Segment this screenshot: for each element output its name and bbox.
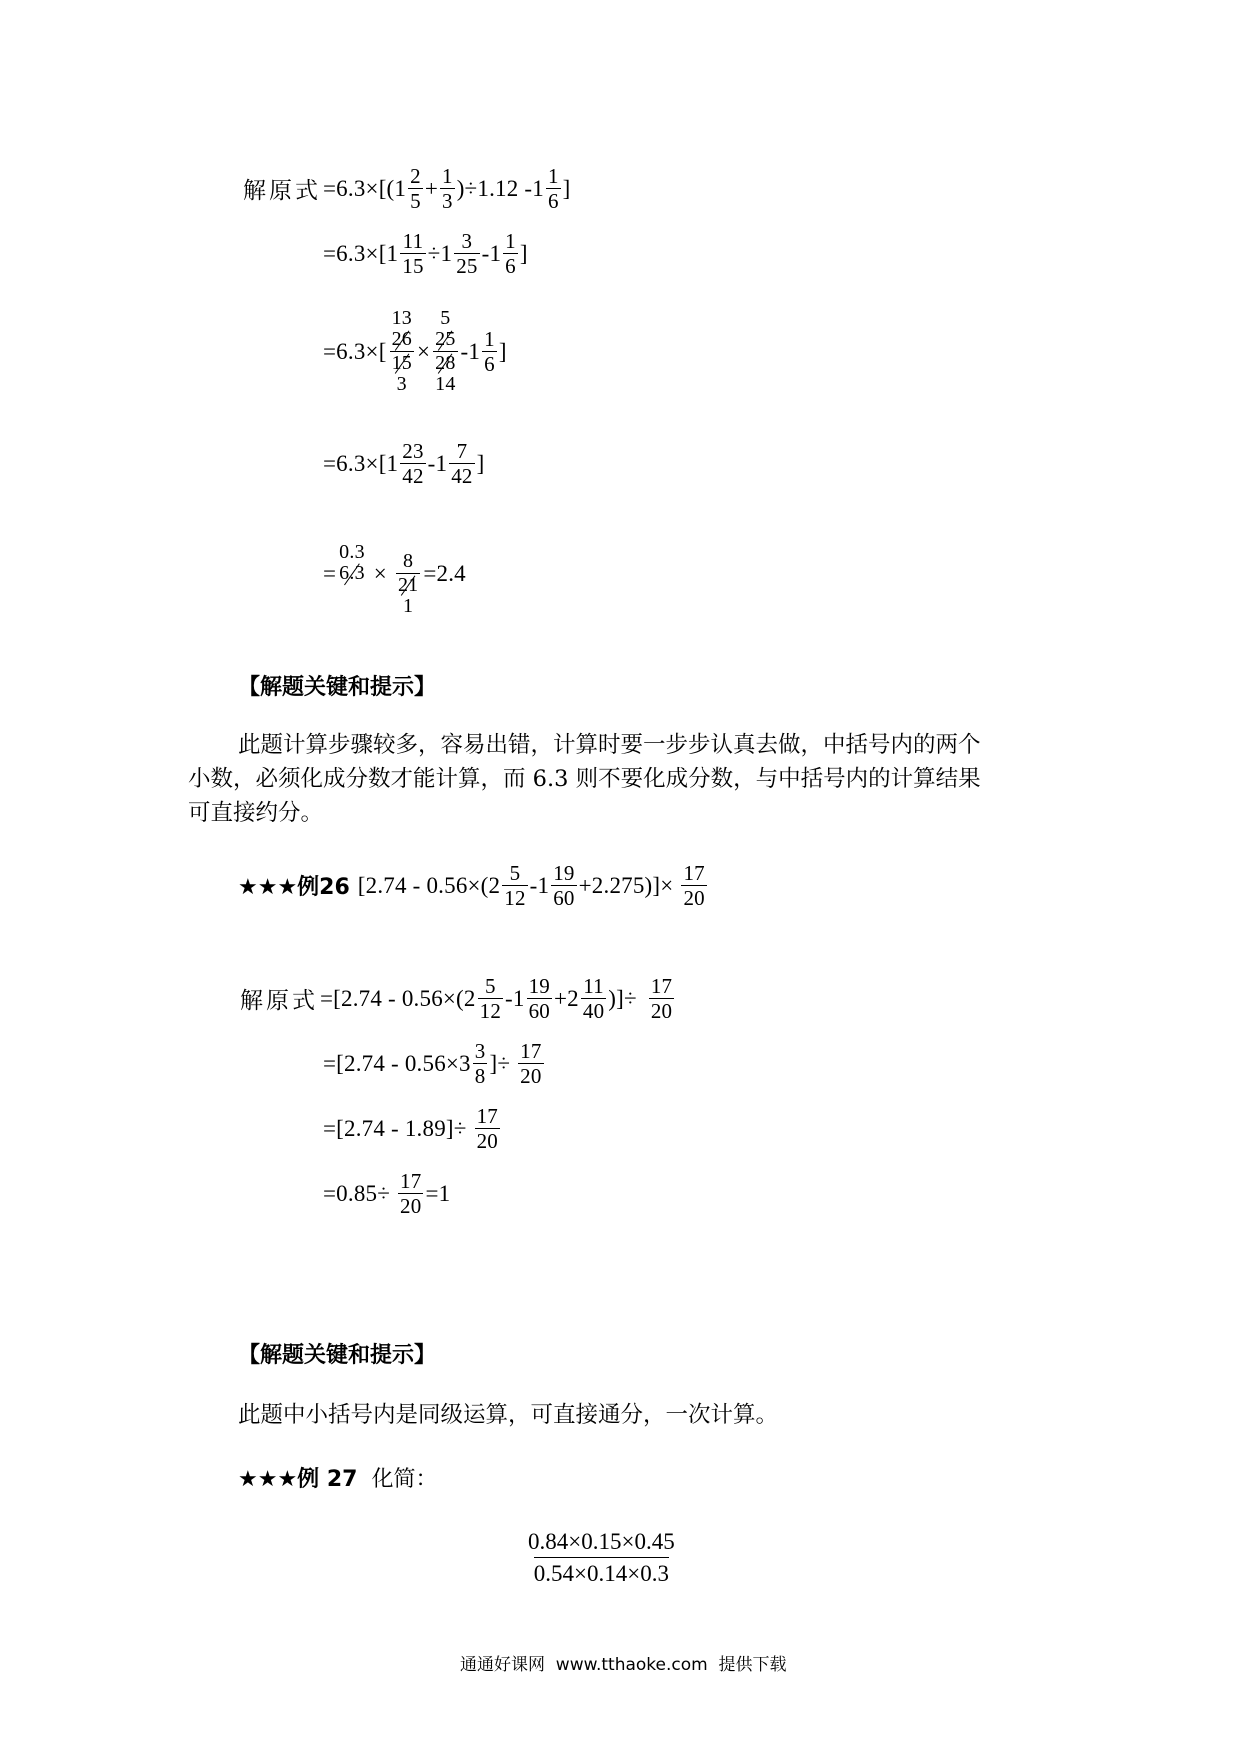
fraction: $\frac{11}{40}$	[582, 974, 605, 1024]
fraction: $\frac{3}{25}$	[456, 229, 478, 279]
fraction: $\frac{5}{12}$	[504, 861, 526, 911]
math-text: -1	[529, 872, 550, 898]
math-text: +	[424, 175, 438, 201]
hint1-heading: 【解题关键和提示】	[238, 675, 437, 700]
fraction: $\frac{1}{6}$	[505, 229, 516, 279]
fraction: $\frac{23}{42}$	[402, 439, 424, 489]
fraction: $\frac{17}{20}$	[476, 1104, 498, 1154]
footer-text: 通通好课网 www.tthaoke.com 提供下载	[460, 1655, 787, 1675]
fraction: $\frac{19}{60}$	[528, 974, 550, 1024]
solution1-line1	[243, 165, 571, 212]
math-text: ]	[562, 175, 571, 201]
fraction: $\frac{1}{6}$	[484, 326, 495, 376]
math-text: ]	[519, 240, 528, 266]
solution1-line3	[323, 308, 507, 395]
math-text: =6.3×[1	[323, 450, 399, 476]
fraction: $\frac{17}{20}$	[520, 1039, 542, 1089]
fraction: $\frac{1}{6}$	[547, 164, 559, 214]
solution2-line1	[240, 975, 676, 1022]
example27-numerator: 0.84×0.15×0.45	[528, 1529, 675, 1554]
math-text: ×	[416, 338, 431, 364]
math-text: -1	[481, 240, 502, 266]
math-text: =[2.74 - 1.89]÷	[323, 1115, 467, 1141]
hint2-heading: 【解题关键和提示】	[238, 1343, 437, 1368]
math-text: =6.3×[	[323, 338, 387, 364]
example27	[238, 1462, 437, 1493]
cancelled-fraction: 5 $\frac{25}{28}$ 14	[435, 307, 456, 395]
math-text: ]	[498, 338, 507, 364]
example27-denominator: 0.54×0.14×0.3	[534, 1557, 669, 1589]
hint2-paragraph: 此题中小括号内是同级运算，可直接通分，一次计算。	[238, 1402, 779, 1428]
math-text: ×	[373, 560, 387, 586]
math-text: +2	[554, 985, 579, 1011]
hint1-paragraph-line3: 可直接约分。	[188, 800, 324, 826]
fraction: $\frac{19}{60}$	[553, 861, 575, 911]
fraction: $\frac{17}{20}$	[400, 1169, 422, 1219]
solution2-line2	[323, 1040, 546, 1087]
solution2-line3	[323, 1105, 502, 1152]
cancelled-fraction: 13 $\frac{26}{15}$ 3	[391, 307, 412, 395]
solution2-prefix: 解原式	[240, 988, 318, 1015]
example27-fraction	[528, 1528, 675, 1589]
math-text: =[2.74 - 0.56×3	[323, 1050, 471, 1076]
math-text: =[2.74 - 0.56×(2	[320, 985, 476, 1011]
math-text: )÷1.12 -1	[456, 175, 544, 201]
example26	[238, 862, 709, 909]
fraction: $\frac{5}{12}$	[479, 974, 502, 1024]
solution2-line4	[323, 1170, 450, 1217]
solution1-line2	[323, 230, 528, 277]
math-text: -1	[427, 450, 448, 476]
fraction: $\frac{1}{3}$	[442, 164, 453, 214]
math-text: -1	[505, 985, 525, 1011]
math-text: =2.4	[423, 560, 466, 586]
solution1-line5	[323, 530, 466, 617]
solution1-line4	[323, 440, 485, 487]
math-text: -1	[460, 338, 481, 364]
math-text: =	[323, 560, 337, 586]
example27-label: ★★★例 27	[238, 1467, 358, 1492]
fraction: $\frac{11}{15}$	[402, 229, 424, 279]
math-text: ]÷	[489, 1050, 511, 1076]
example26-label: ★★★例26	[238, 875, 350, 901]
math-text: )]÷	[608, 985, 637, 1011]
example27-instruction: 化简：	[371, 1467, 438, 1492]
hint1-paragraph-line1: 此题计算步骤较多，容易出错，计算时要一步步认真去做，中括号内的两个	[238, 732, 981, 758]
fraction: $\frac{17}{20}$	[683, 861, 705, 911]
math-text: [2.74 - 0.56×(2	[357, 872, 501, 898]
solution1-prefix: 解原式	[243, 178, 321, 205]
fraction: $\frac{7}{42}$	[451, 439, 473, 489]
fraction: $\frac{17}{20}$	[650, 974, 673, 1024]
math-text: =6.3×[(1	[323, 175, 407, 201]
cancelled-number: 0.3 6.3	[339, 541, 365, 584]
math-text: ]	[476, 450, 485, 476]
cancelled-fraction: $\frac{8}{21}$ 1	[397, 550, 419, 617]
math-text: =1	[425, 1180, 451, 1206]
math-text: =0.85÷	[323, 1180, 391, 1206]
fraction: $\frac{3}{8}$	[474, 1039, 486, 1089]
hint1-paragraph-line2: 小数，必须化成分数才能计算，而 6.3 则不要化成分数，与中括号内的计算结果	[188, 766, 981, 792]
math-text: =6.3×[1	[323, 240, 399, 266]
fraction: $\frac{2}{5}$	[410, 164, 421, 214]
math-text: ÷1	[427, 240, 453, 266]
math-text: +2.275)]×	[578, 872, 674, 898]
